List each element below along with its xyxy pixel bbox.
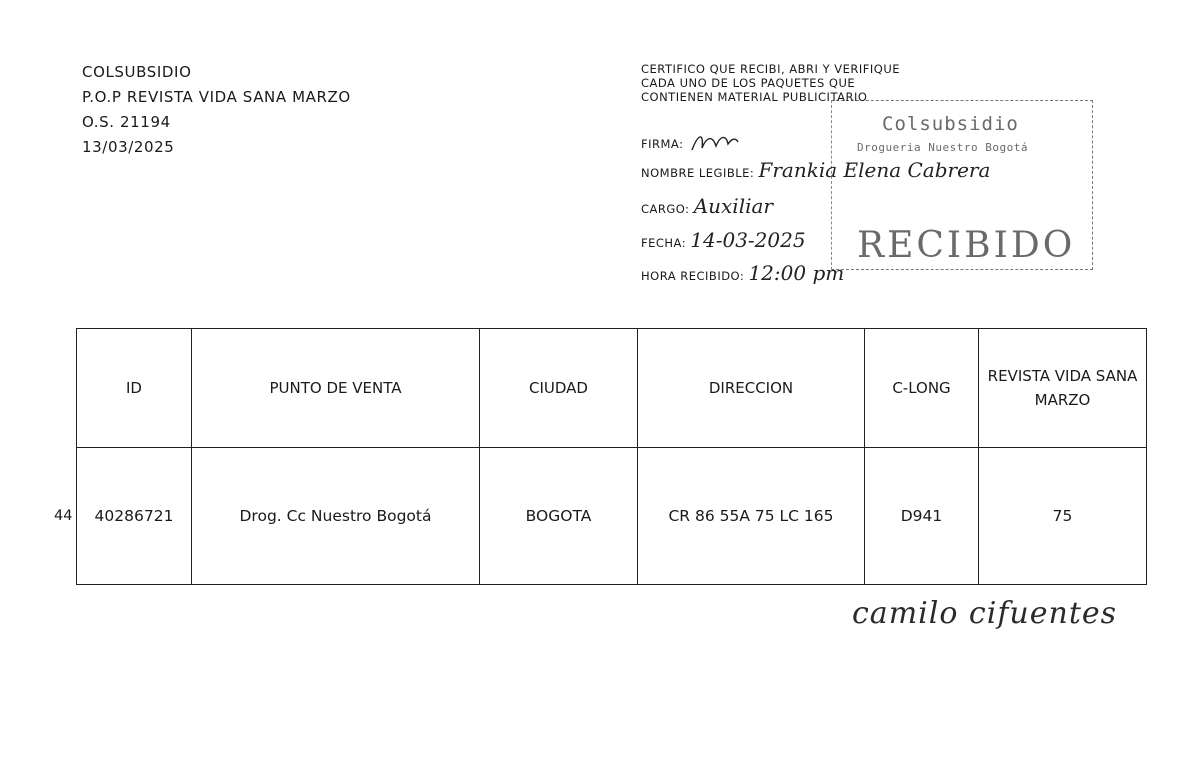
cell-revista-quantity: 75 bbox=[979, 448, 1147, 585]
stamp-received: RECIBIDO bbox=[857, 225, 1076, 266]
handwritten-signature: camilo cifuentes bbox=[852, 596, 1118, 631]
header-revista: REVISTA VIDA SANA MARZO bbox=[979, 329, 1147, 448]
receipt-certificate bbox=[641, 62, 1111, 292]
nombre-field bbox=[641, 158, 990, 182]
header-c-long: C-LONG bbox=[865, 329, 979, 448]
company-name: COLSUBSIDIO bbox=[82, 63, 192, 81]
certificate-text-1: CERTIFICO QUE RECIBI, ABRI Y VERIFIQUE bbox=[641, 62, 901, 76]
header-punto-de-venta: PUNTO DE VENTA bbox=[192, 329, 480, 448]
delivery-table bbox=[76, 328, 1147, 585]
row-number: 44 bbox=[54, 508, 73, 524]
hora-value: 12:00 pm bbox=[748, 261, 845, 285]
cargo-value: Auxiliar bbox=[693, 194, 773, 218]
certificate-text-2: CADA UNO DE LOS PAQUETES QUE bbox=[641, 76, 856, 90]
document-date: 13/03/2025 bbox=[82, 138, 175, 156]
header-id: ID bbox=[77, 329, 192, 448]
table-row bbox=[77, 448, 1147, 585]
hora-field bbox=[641, 261, 844, 285]
firma-signature bbox=[688, 128, 740, 156]
certificate-text-3: CONTIENEN MATERIAL PUBLICITARIO bbox=[641, 90, 868, 104]
cargo-label: CARGO: bbox=[641, 202, 690, 216]
cargo-field bbox=[641, 194, 773, 218]
cell-ciudad: BOGOTA bbox=[480, 448, 638, 585]
firma-label: FIRMA: bbox=[641, 137, 684, 151]
document-description: P.O.P REVISTA VIDA SANA MARZO bbox=[82, 88, 351, 106]
stamp-company: Colsubsidio bbox=[882, 113, 1019, 135]
nombre-value: Frankia Elena Cabrera bbox=[758, 158, 991, 182]
fecha-value: 14-03-2025 bbox=[690, 228, 806, 252]
stamp-store: Drogueria Nuestro Bogotá bbox=[857, 141, 1028, 154]
header-ciudad: CIUDAD bbox=[480, 329, 638, 448]
order-number: O.S. 21194 bbox=[82, 113, 171, 131]
table-header-row bbox=[77, 329, 1147, 448]
hora-label: HORA RECIBIDO: bbox=[641, 269, 745, 283]
received-stamp bbox=[831, 100, 1093, 270]
fecha-label: FECHA: bbox=[641, 236, 687, 250]
header-direccion: DIRECCION bbox=[638, 329, 865, 448]
document-header bbox=[82, 60, 351, 160]
cell-direccion: CR 86 55A 75 LC 165 bbox=[638, 448, 865, 585]
fecha-field bbox=[641, 228, 806, 252]
nombre-label: NOMBRE LEGIBLE: bbox=[641, 166, 755, 180]
firma-field bbox=[641, 128, 740, 156]
cell-id: 40286721 bbox=[77, 448, 192, 585]
cell-punto-de-venta: Drog. Cc Nuestro Bogotá bbox=[192, 448, 480, 585]
cell-c-long: D941 bbox=[865, 448, 979, 585]
